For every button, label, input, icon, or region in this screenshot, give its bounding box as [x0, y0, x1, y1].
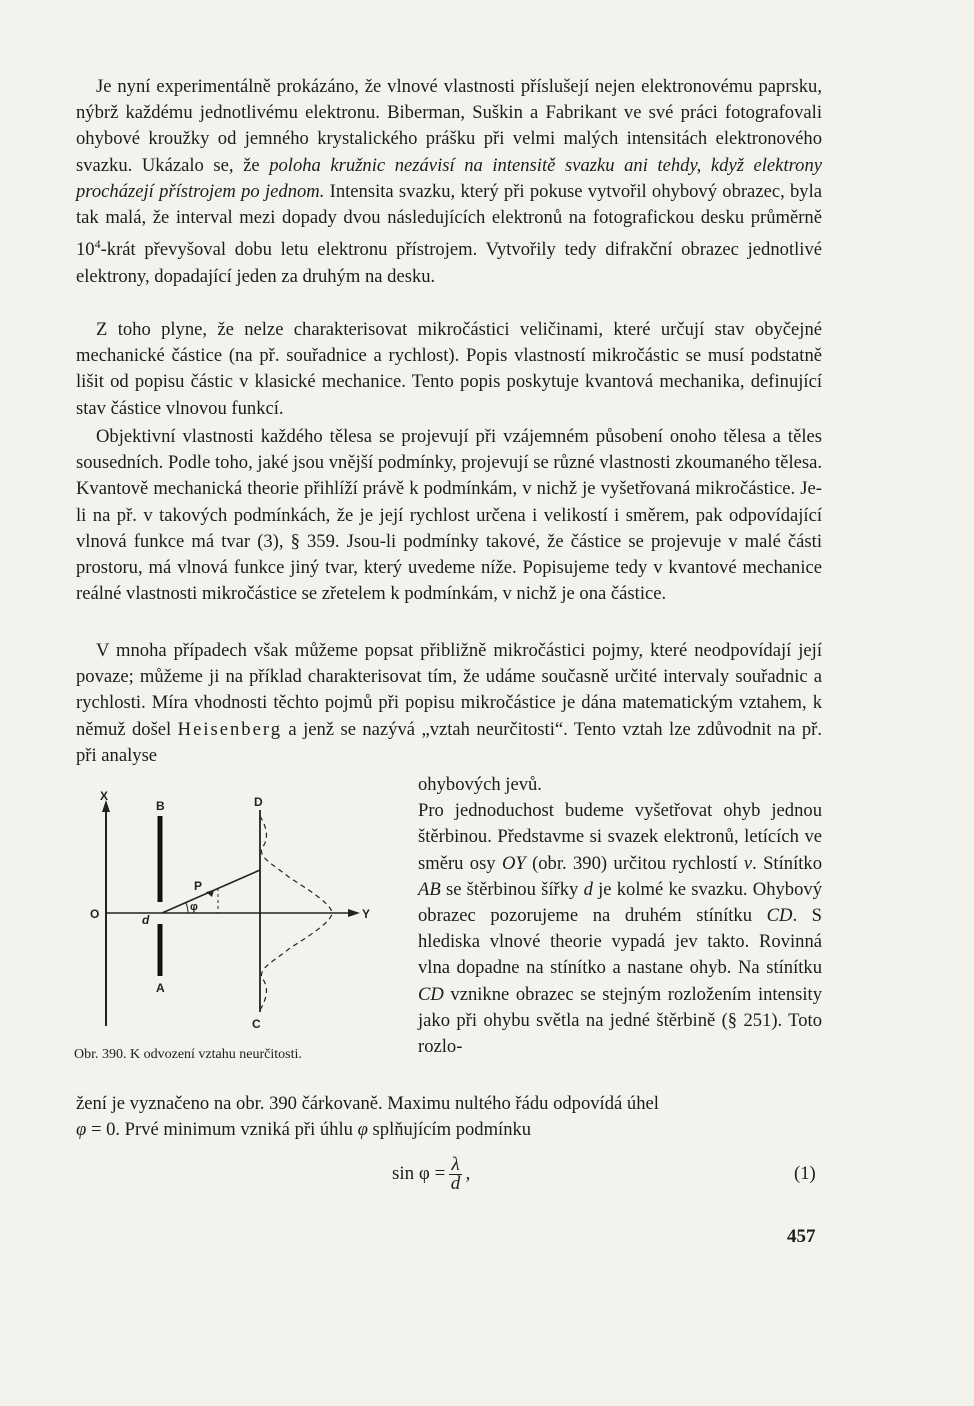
p5-velocity-v: v — [743, 852, 753, 874]
p4-text-b: a jenž se nazývá „vztah neurčitosti“. Tento vztah lze zdůvodnit na př. při analyse — [76, 718, 822, 766]
p5-text-f: . S hlediska vlnové theorie vypadá jev takto. Rovinná vlna dopadne na stínítko a nastane ohyb. Na stínítku — [418, 905, 823, 979]
p4-continuation: ohybových jevů. — [418, 774, 542, 795]
fraction-denominator: d — [450, 1172, 461, 1194]
p2-text: Z toho plyne, že nelze charakterisovat mikročástici veličinami, které určují stav obyčejné mechanické částice (na př. souřadnice a rychlost). Popis vlastností mikročástic se musí podstatně lišit od popisu částic v klasické mechanice. Tento popis poskytuje kvantová mechanika, definující stav částice vlnovou funkcí. — [76, 319, 822, 419]
label-p: P — [194, 879, 203, 893]
paragraph-2 — [76, 317, 822, 422]
p5-text-c: . Stínítko — [752, 852, 822, 874]
equation-number: (1) — [794, 1163, 816, 1184]
paragraph-6 — [76, 1091, 822, 1143]
label-d: D — [254, 795, 263, 809]
label-o: O — [90, 907, 100, 921]
p6-phi-2: φ — [357, 1119, 368, 1141]
equation-comma: , — [465, 1163, 471, 1184]
p1-text-b: Intensita svazku, který při pokuse vytvořil ohybový obrazec, byla tak malá, že interval mezi dopady dvou následujících elektronů na fotografickou desku průměrně 10 — [76, 180, 822, 261]
paragraph-4 — [76, 638, 822, 769]
equation-lhs: sin φ = — [392, 1163, 446, 1184]
p4-heisenberg-name: Heisenberg — [177, 718, 282, 740]
angle-arc — [186, 903, 188, 913]
p5-text-g: vznikne obrazec se stejným rozložením intensity jako při ohybu světla na jedné štěrbině (§ 251). Toto rozlo- — [418, 983, 822, 1058]
p3-text: Objektivní vlastnosti každého tělesa se projevují při vzájemném působení onoho tělesa a těles sousedních. Podle toho, jaké jsou vnější podmínky, projevují se různé vlastnosti zkoumaného tělesa. Kvantově mechanická theorie přihlíží právě k podmínkám, v nichž je vyšetřovaná mikročástice. Je-li na př. v takových podmínkách, že je její rychlost určena i velikostí i směrem, pak odpovídající vlnová funkce má tvar (3), § 359. Jsou-li podmínky takové, že částice se projevuje v malé části prostoru, má vlnová funkce jiný tvar, který uvedeme níže. Popisujeme tedy v kvantové mechanice reálné vlastnosti mikročástice se zřetelem k podmínkám, v nichž je ona částice. — [76, 426, 822, 605]
p5-text-e: je kolmé ke svazku. Ohybový obrazec pozorujeme na druhém stínítku — [418, 878, 822, 927]
equation-fraction — [449, 1153, 461, 1194]
label-b: B — [156, 799, 165, 813]
label-phi: φ — [190, 901, 198, 913]
p5-screen-cd: CD — [766, 905, 793, 927]
label-slit-d: d — [142, 913, 150, 927]
label-c: C — [252, 1017, 261, 1031]
p6-text-a: žení je vyznačeno na obr. 390 čárkovaně. Maximu nultého řádu odpovídá úhel — [76, 1093, 659, 1114]
page-number: 457 — [787, 1226, 816, 1247]
label-x: X — [100, 789, 109, 803]
p5-text-b: (obr. 390) určitou rychlostí — [525, 852, 744, 874]
p5-text-a: Pro jednoduchost budeme vyšetřovat ohyb jednou štěrbinou. Představme si svazek elektronů, letících ve směru osy — [418, 800, 822, 874]
diffraction-diagram — [70, 786, 400, 1046]
p1-text-a: Je nyní experimentálně prokázáno, že vlnové vlastnosti příslušejí nejen elektronovému paprsku, nýbrž každému jednotlivému elektronu. Biberman, Suškin a Fabrikant ve své práci fotografovali ohybové kroužky od jemného krystalického prášku při velmi malých intensitách elektronového svazku. Ukázalo se, že — [76, 76, 822, 176]
label-a: A — [156, 981, 165, 995]
paragraph-5-column — [418, 772, 822, 1060]
p1-italic-statement: poloha kružnic nezávisí na intensitě svazku ani tehdy, když elektrony procházejí přístrojem po jednom. — [76, 154, 822, 202]
p1-text-c: -krát převyšoval dobu letu elektronu přístrojem. Vytvořily tedy difrakční obrazec jednotlivé elektrony, dopadající jeden za druhým na desku. — [76, 239, 822, 287]
paragraph-3 — [76, 424, 822, 607]
paragraph-1 — [76, 74, 822, 290]
p5-screen-ab: AB — [418, 878, 441, 900]
p5-screen-cd-2: CD — [418, 983, 444, 1005]
fraction-numerator: λ — [451, 1153, 460, 1175]
p5-axis-oy: OY — [501, 852, 526, 874]
equation-1 — [392, 1152, 470, 1196]
p1-exponent: 4 — [94, 237, 101, 252]
figure-caption: Obr. 390. K odvození vztahu neurčitosti. — [74, 1047, 302, 1062]
label-y: Y — [362, 907, 371, 921]
figure-390 — [70, 786, 400, 1046]
y-axis-arrow — [348, 909, 360, 917]
p5-slit-width-d: d — [583, 878, 593, 900]
p6-text-b: = 0. Prvé minimum vzniká při úhlu — [86, 1119, 358, 1141]
p6-text-c: splňujícím podmínku — [367, 1119, 532, 1141]
p6-phi: φ — [76, 1119, 87, 1141]
p5-text-d: se štěrbinou šířky — [440, 878, 584, 900]
p4-text-a: V mnoha případech však můžeme popsat přibližně mikročástici pojmy, které neodpovídají její povaze; můžeme ji na příklad charakterisovat tím, že udáme současně určité intervaly souřadnic a rychlosti. Míra vhodnosti těchto pojmů při popisu mikročástice je dána matematickým vztahem, k němuž došel — [76, 640, 822, 740]
